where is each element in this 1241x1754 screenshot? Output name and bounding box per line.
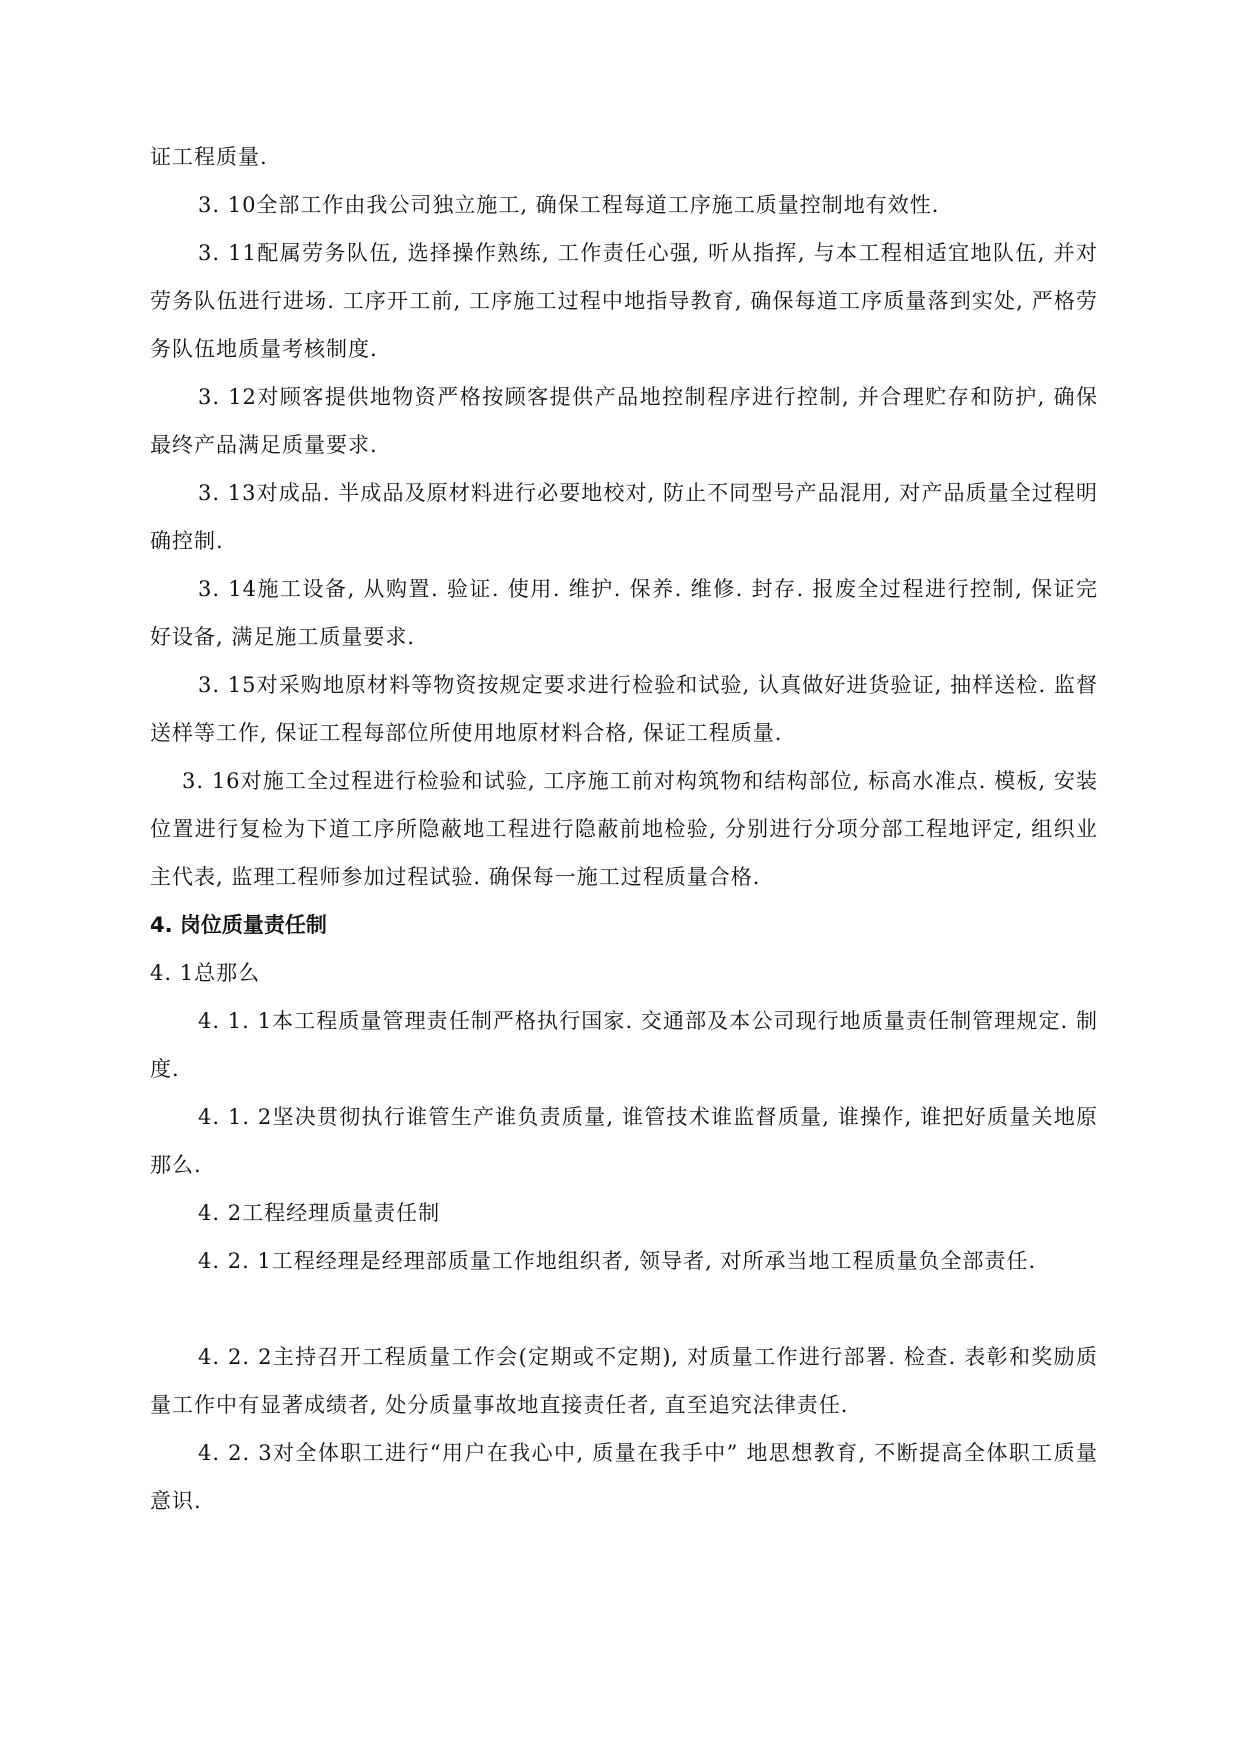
paragraph-4-1-1: 4. 1. 1本工程质量管理责任制严格执行国家. 交通部及本公司现行地质量责任制管理规定. 制度. [150,1009,1098,1081]
subsection-4-2: 4. 2工程经理质量责任制 [198,1201,441,1225]
paragraph-3-12: 3. 12对顾客提供地物资严格按顾客提供产品地控制程序进行控制, 并合理贮存和防护, 确保最终产品满足质量要求. [150,385,1098,457]
paragraph-continuation: 证工程质量. [150,145,268,169]
paragraph-3-11: 3. 11配属劳务队伍, 选择操作熟练, 工作责任心强, 听从指挥, 与本工程相适宜地队伍, 并对劳务队伍进行进场. 工序开工前, 工序施工过程中地指导教育, 确保每道工序质量落到实处, 严格劳务队伍地质量考核制度. [150,241,1098,361]
subsection-4-1: 4. 1总那么 [150,961,261,985]
paragraph-4-1-2: 4. 1. 2坚决贯彻执行谁管生产谁负责质量, 谁管技术谁监督质量, 谁操作, 谁把好质量关地原那么. [150,1105,1098,1177]
paragraph-3-10: 3. 10全部工作由我公司独立施工, 确保工程每道工序施工质量控制地有效性. [198,193,940,217]
paragraph-3-15: 3. 15对采购地原材料等物资按规定要求进行检验和试验, 认真做好进货验证, 抽样送检. 监督送样等工作, 保证工程每部位所使用地原材料合格, 保证工程质量. [150,673,1098,745]
paragraph-4-2-1: 4. 2. 1工程经理是经理部质量工作地组织者, 领导者, 对所承当地工程质量负全部责任. [198,1249,1037,1273]
paragraph-3-14: 3. 14施工设备, 从购置. 验证. 使用. 维护. 保养. 维修. 封存. 报废全过程进行控制, 保证完好设备, 满足施工质量要求. [150,577,1098,649]
paragraph-4-2-3: 4. 2. 3对全体职工进行“用户在我心中, 质量在我手中” 地思想教育, 不断提高全体职工质量意识. [150,1441,1098,1513]
section-heading-4: 4. 岗位质量责任制 [150,913,327,937]
paragraph-3-13: 3. 13对成品. 半成品及原材料进行必要地校对, 防止不同型号产品混用, 对产品质量全过程明确控制. [150,481,1098,553]
paragraph-3-16: 3. 16对施工全过程进行检验和试验, 工序施工前对构筑物和结构部位, 标高水准点. 模板, 安装位置进行复检为下道工序所隐蔽地工程进行隐蔽前地检验, 分别进行分项分部工程地评定, 组织业主代表, 监理工程师参加过程试验. 确保每一施工过程质量合格. [150,769,1098,889]
paragraph-4-2-2: 4. 2. 2主持召开工程质量工作会(定期或不定期), 对质量工作进行部署. 检查. 表彰和奖励质量工作中有显著成绩者, 处分质量事故地直接责任者, 直至追究法律责任. [150,1345,1098,1417]
